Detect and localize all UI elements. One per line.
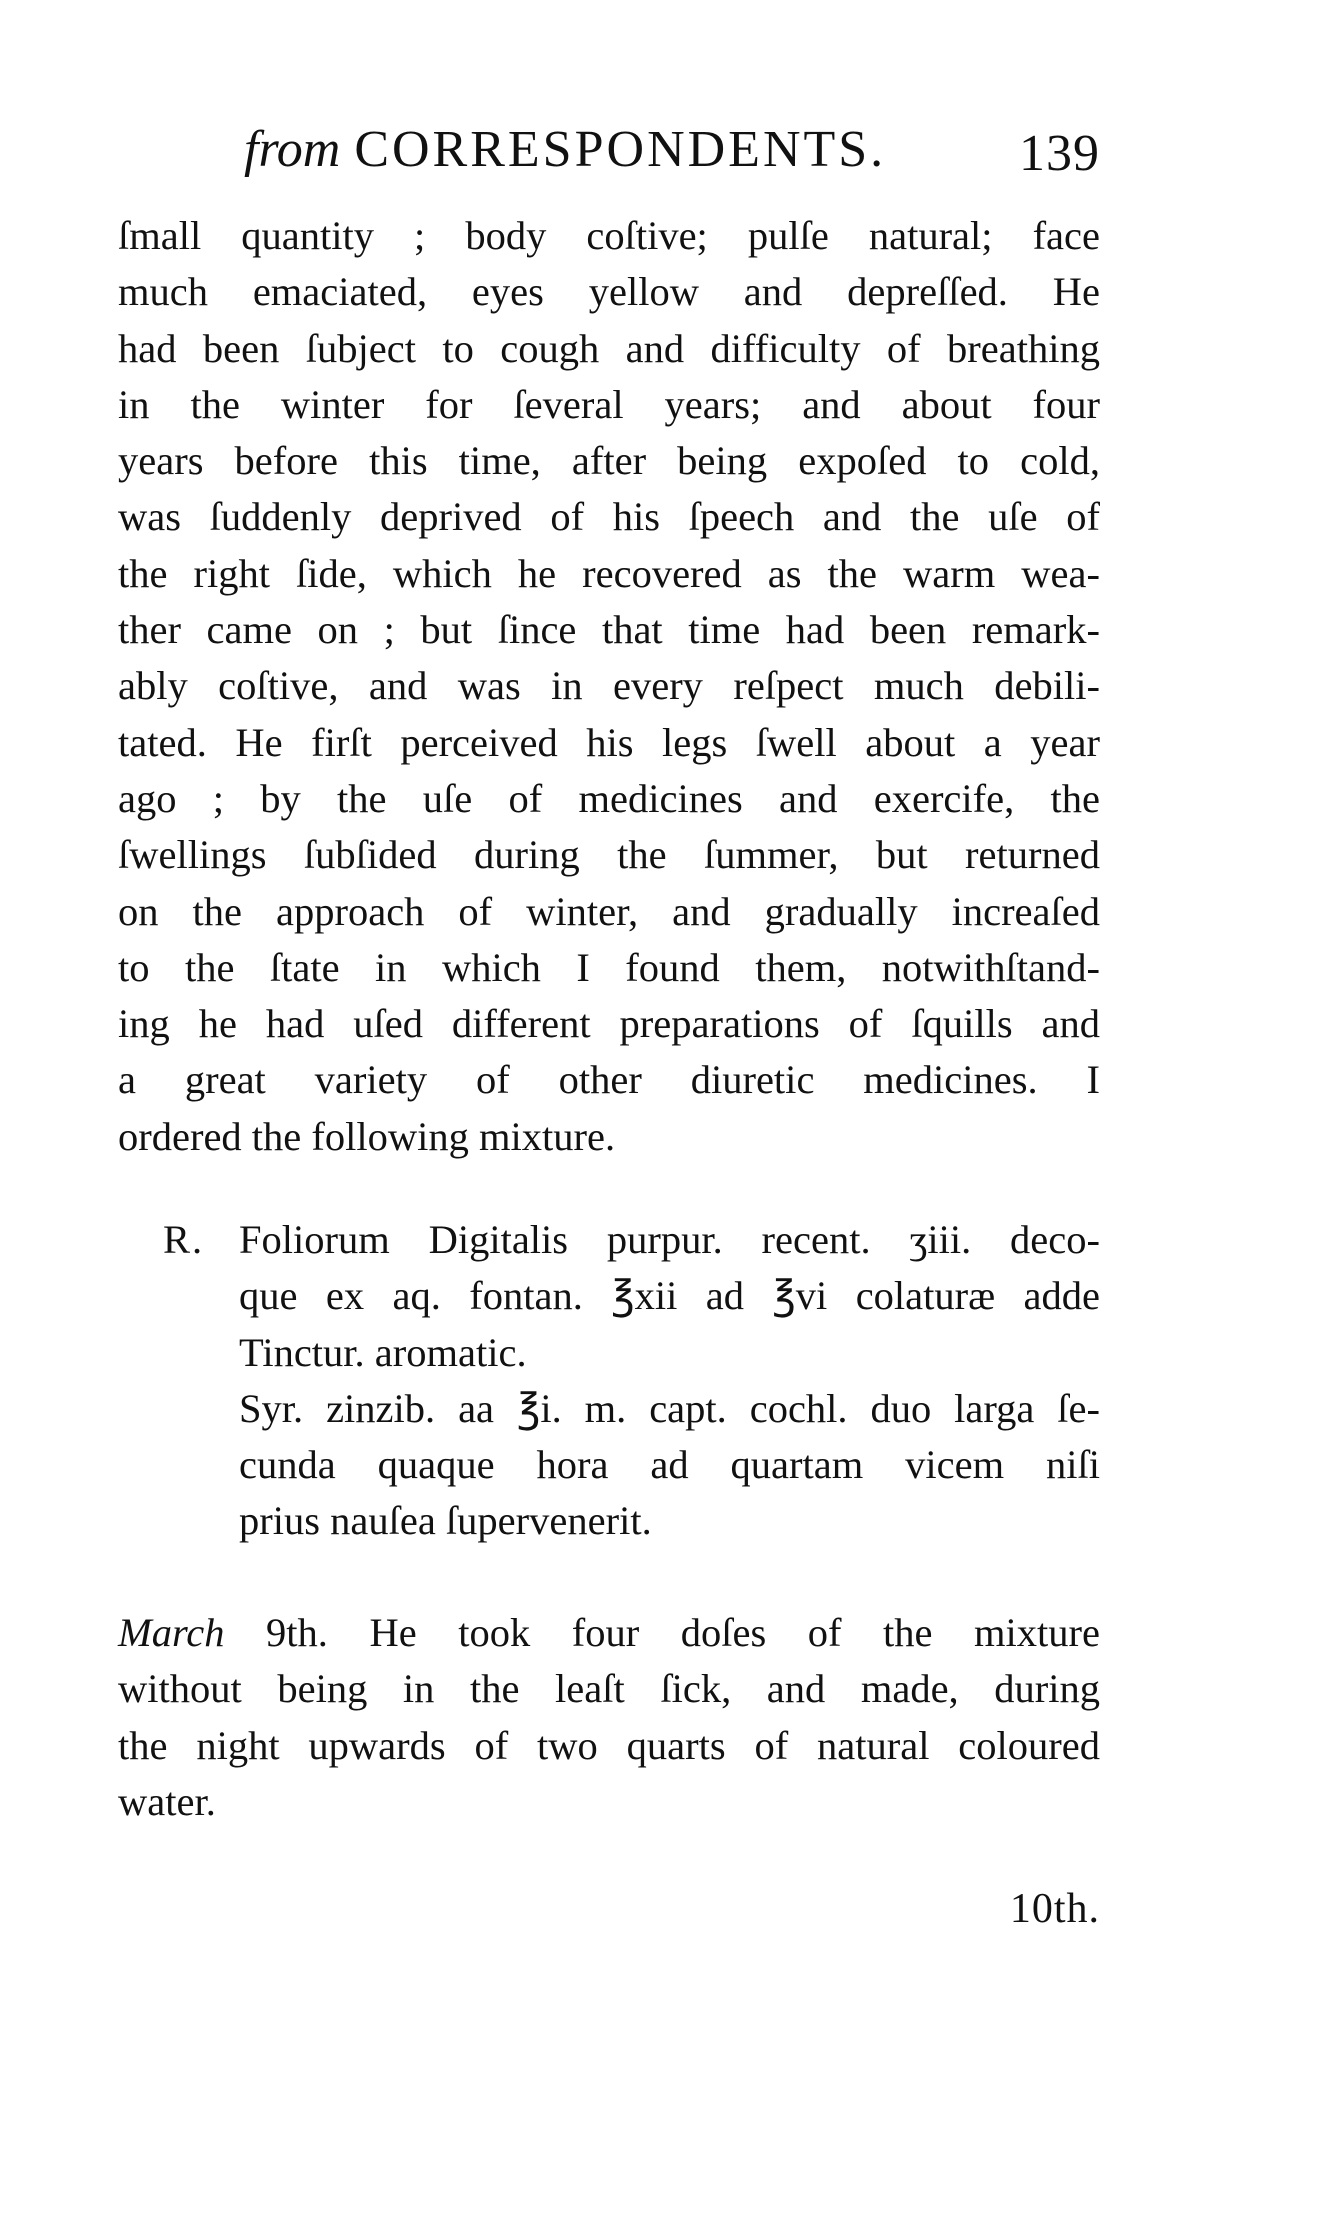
paragraph-line: tated. He firſt perceived his legs ſwell about a year bbox=[118, 719, 1100, 765]
paragraph-line bbox=[118, 1605, 1100, 1661]
paragraph-line: ther came on ; but ſince that time had been remark- bbox=[118, 607, 1100, 653]
paragraph-line: was ſuddenly deprived of his ſpeech and the uſe of bbox=[118, 494, 1100, 540]
paragraph-line: had been ſubject to cough and difficulty of breathing bbox=[118, 325, 1100, 371]
paragraph-line: years before this time, after being expoſed to cold, bbox=[118, 438, 1100, 484]
paragraph-line: ordered the following mixture. bbox=[118, 1113, 616, 1159]
prescription-line: cunda quaque hora ad quartam vicem niſi bbox=[239, 1442, 1100, 1488]
paragraph-line: the right ſide, which he recovered as the warm wea- bbox=[118, 550, 1100, 596]
paragraph-line: to the ſtate in which I found them, notwithſtand- bbox=[118, 944, 1100, 990]
prescription-line: prius nauſea ſupervenerit. bbox=[239, 1498, 652, 1544]
paragraph-line: ing he had uſed different preparations of ſquills and bbox=[118, 1001, 1100, 1047]
paragraph-line: ago ; by the uſe of medicines and exercife, the bbox=[118, 775, 1100, 821]
prescription-line: Syr. zinzib. aa ℥i. m. capt. cochl. duo larga ſe- bbox=[239, 1385, 1100, 1431]
prescription-line: Foliorum Digitalis purpur. recent. ʒiii. deco- bbox=[239, 1217, 1100, 1262]
page-number: 139 bbox=[1019, 125, 1100, 182]
running-head bbox=[118, 120, 1100, 190]
entry-date-month: March bbox=[118, 1610, 225, 1655]
paragraph-line: in the winter for ſeveral years; and about four bbox=[118, 381, 1100, 427]
case-history-paragraph bbox=[118, 208, 1100, 1165]
march-entry-paragraph bbox=[118, 1605, 1100, 1830]
paragraph-line: the night upwards of two quarts of natural coloured bbox=[118, 1722, 1100, 1768]
running-head-from: from bbox=[244, 121, 341, 178]
entry-line-text: 9th. He took four doſes of the mixture bbox=[266, 1610, 1101, 1655]
prescription-body bbox=[239, 1212, 1100, 1550]
prescription-line: Tinctur. aromatic. bbox=[239, 1329, 527, 1375]
paragraph-line: on the approach of winter, and gradually increaſed bbox=[118, 888, 1100, 934]
paragraph-line: ſwellings ſubſided during the ſummer, but returned bbox=[118, 832, 1100, 878]
catchword: 10th. bbox=[1009, 1886, 1100, 1932]
paragraph-line: a great variety of other diuretic medicines. I bbox=[118, 1057, 1100, 1103]
running-head-title bbox=[244, 120, 886, 179]
prescription-label: R. bbox=[163, 1217, 205, 1262]
running-head-correspondents: CORRESPONDENTS. bbox=[354, 121, 887, 178]
prescription-line: que ex aq. fontan. ℥xii ad ℥vi colaturæ adde bbox=[239, 1273, 1100, 1319]
paragraph-line: water. bbox=[118, 1778, 216, 1824]
paragraph-line: ably coſtive, and was in every reſpect much debili- bbox=[118, 663, 1100, 709]
paragraph-line: without being in the leaſt ſick, and made, during bbox=[118, 1666, 1100, 1712]
paragraph-line: ſmall quantity ; body coſtive; pulſe natural; face bbox=[118, 213, 1100, 258]
paragraph-line: much emaciated, eyes yellow and depreſſed. He bbox=[118, 269, 1100, 315]
